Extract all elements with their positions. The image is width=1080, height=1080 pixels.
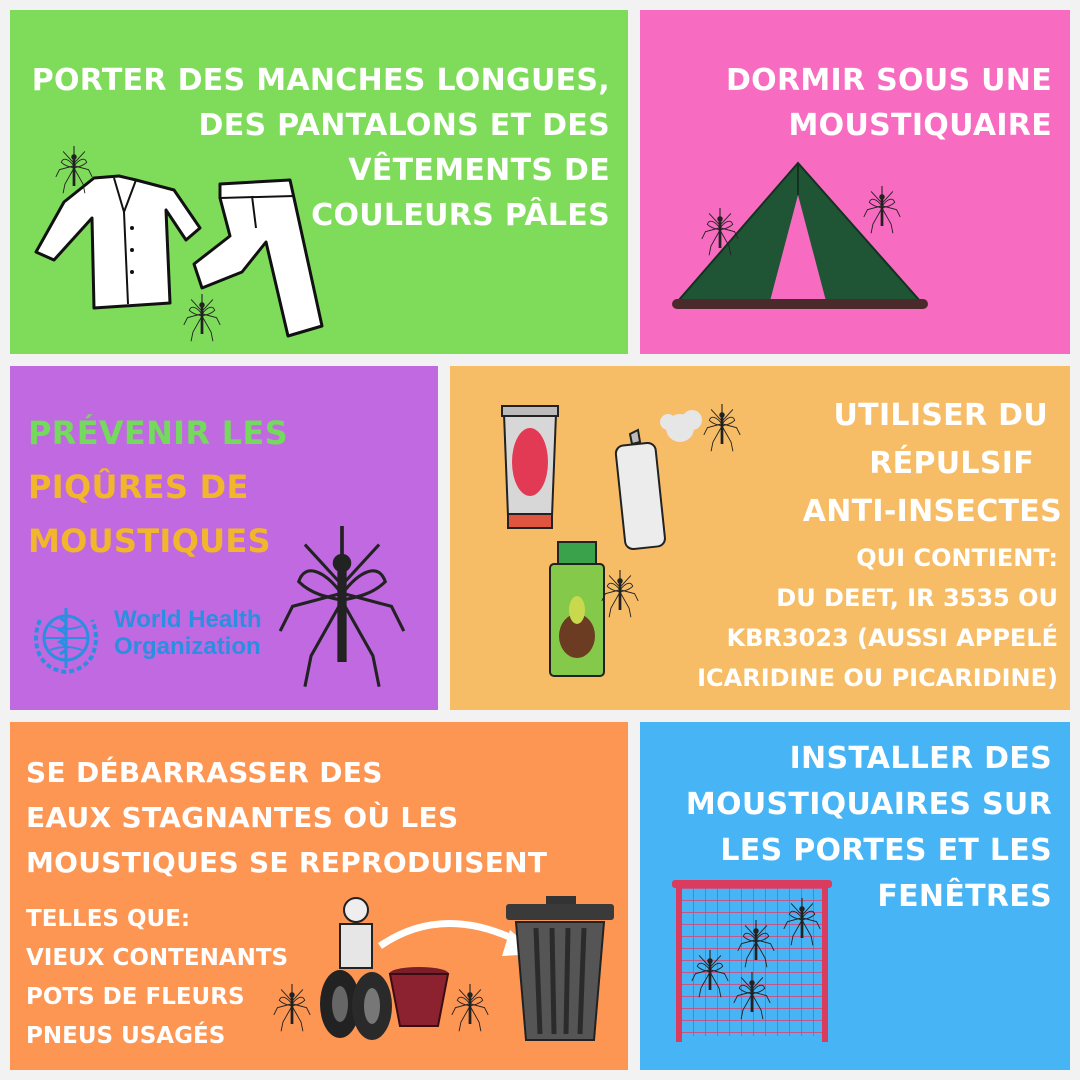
- water-sub-2: VIEUX CONTENANTS: [26, 945, 289, 971]
- mosquito-icon: [54, 146, 94, 196]
- mosquito-icon: [700, 208, 740, 258]
- water-line-1: SE DÉBARRASSER DES: [26, 756, 383, 789]
- water-subtitle: [26, 900, 288, 1056]
- repellent-line-3: ANTI-INSECTES: [802, 494, 1062, 529]
- mosquito-icon: [782, 898, 822, 948]
- headline-line-1: PRÉVENIR LES: [28, 414, 288, 452]
- repellent-sub-3: KBR3023 (AUSSI APPELÉ: [726, 624, 1058, 652]
- net-line-1: DORMIR SOUS UNE: [725, 63, 1052, 98]
- net-title: [726, 58, 1052, 148]
- who-logo-icon: [26, 598, 106, 678]
- panel-repellent: [450, 366, 1070, 710]
- water-title: [26, 750, 547, 885]
- flower-pot-icon: [386, 966, 452, 1030]
- water-sub-3: POTS DE FLEURS: [26, 984, 245, 1010]
- panel-clothing: [10, 10, 628, 354]
- tin-can-icon: [334, 894, 378, 974]
- headline-line-2: PIQÛRES DE: [28, 468, 249, 506]
- repellent-sub-2: DU DEET, IR 3535 OU: [776, 584, 1058, 612]
- water-sub-1: TELLES QUE:: [26, 906, 191, 932]
- trash-bin-icon: [502, 894, 618, 1044]
- water-line-2: EAUX STAGNANTES OÙ LES: [26, 801, 459, 834]
- water-line-3: MOUSTIQUES SE REPRODUISENT: [26, 846, 548, 879]
- mosquito-icon: [690, 950, 730, 1000]
- shirt-icon: [24, 168, 204, 308]
- mosquito-icon: [182, 294, 222, 344]
- water-sub-4: PNEUS USAGÉS: [26, 1023, 226, 1049]
- headline-title: [28, 406, 288, 568]
- mosquito-icon: [732, 972, 772, 1022]
- mosquito-icon: [600, 570, 640, 620]
- mosquito-icon: [702, 404, 742, 454]
- mosquito-icon: [736, 920, 776, 970]
- screens-line-1: INSTALLER DES: [789, 741, 1052, 776]
- mosquito-icon: [450, 984, 490, 1034]
- mosquito-icon: [272, 984, 312, 1034]
- screens-line-3: LES PORTES ET LES: [720, 833, 1052, 868]
- who-logo-text: [114, 606, 262, 660]
- screens-line-4: FENÊTRES: [877, 879, 1052, 914]
- repellent-title: [803, 392, 1062, 536]
- screens-line-2: MOUSTIQUAIRES SUR: [685, 787, 1052, 822]
- mosquito-icon: [862, 186, 902, 236]
- clothing-line-1: PORTER DES MANCHES LONGUES,: [31, 63, 610, 98]
- net-line-2: MOUSTIQUAIRE: [788, 108, 1052, 143]
- who-logo-line-1: World Health: [114, 606, 262, 633]
- repellent-sub-1: QUI CONTIENT:: [856, 544, 1058, 572]
- panel-net: [640, 10, 1070, 354]
- repellent-line-1: UTILISER DU: [833, 398, 1048, 433]
- aerosol-can-icon: [610, 402, 710, 552]
- panel-screens: [640, 722, 1070, 1070]
- headline-line-3: MOUSTIQUES: [28, 522, 271, 560]
- cream-tube-icon: [500, 404, 560, 530]
- clothing-line-3: VÊTEMENTS DE: [348, 153, 610, 188]
- panel-headline: [10, 366, 438, 710]
- panel-water: [10, 722, 628, 1070]
- repellent-line-2: RÉPULSIF: [869, 446, 1034, 481]
- repellent-subtitle: [697, 538, 1058, 698]
- mosquito-icon: [272, 526, 412, 696]
- clothing-line-4: COULEURS PÂLES: [311, 198, 610, 233]
- clothing-line-2: DES PANTALONS ET DES: [198, 108, 610, 143]
- repellent-sub-4: ICARIDINE OU PICARIDINE): [697, 664, 1058, 692]
- who-logo-line-2: Organization: [114, 633, 261, 660]
